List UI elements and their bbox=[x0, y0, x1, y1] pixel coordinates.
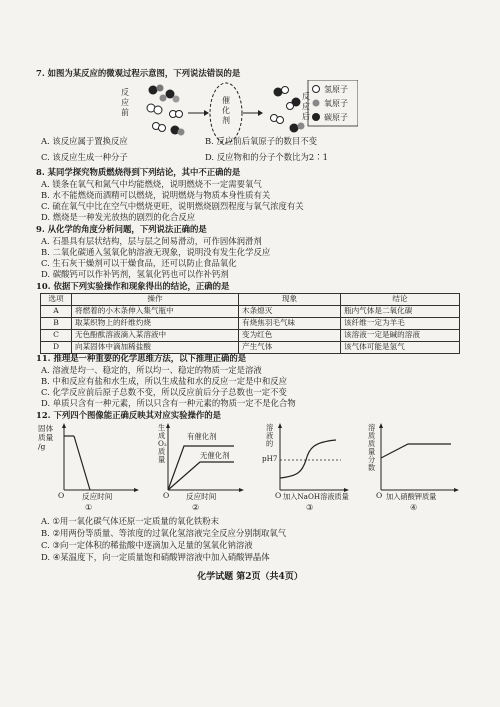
q9-stem: 9. 从化学的角度分析问题，下列说法正确的是 bbox=[36, 224, 207, 234]
graph4-ylabel bbox=[368, 424, 375, 472]
q9-option-d: D. 碳酸钙可以作补钙剂，氢氧化钙也可以作补钙剂 bbox=[41, 269, 229, 279]
cell: 该溶液一定是碱的溶液 bbox=[341, 330, 460, 342]
graph4-ylabel-line: 质 bbox=[368, 439, 376, 448]
q11-option-d: D. 单质只含有一种元素，所以只含有一种元素的物质一定不是化合物 bbox=[41, 398, 296, 408]
graph2-ylabel-line: 质 bbox=[158, 447, 166, 456]
graph1-ylabel-line: 质量 bbox=[38, 433, 54, 442]
graph3-curve bbox=[280, 440, 336, 478]
graph2-ylabel-line: 量 bbox=[158, 455, 166, 464]
graph1-number: ① bbox=[85, 503, 93, 512]
graph2-xlabel: 反应时间 bbox=[186, 492, 217, 501]
graph3-ylabel-line: 的 bbox=[266, 439, 274, 448]
header-conclusion: 结论 bbox=[341, 294, 460, 306]
header-option: 选项 bbox=[41, 294, 72, 306]
cell: 有烧焦羽毛气味 bbox=[239, 318, 341, 330]
cell: D bbox=[41, 342, 72, 354]
q8-option-c: C. 硫在氧气中比在空气中燃烧更旺，说明燃烧剧烈程度与氧气浓度有关 bbox=[41, 201, 304, 211]
legend-hydrogen: 氢原子 bbox=[324, 85, 348, 94]
graph2-origin: O bbox=[163, 491, 170, 500]
graph-4 bbox=[379, 423, 459, 492]
cell: C bbox=[41, 330, 72, 342]
q7-stem: 7. 如图为某反应的微观过程示意图，下列说法错误的是 bbox=[36, 68, 241, 78]
oxygen-atom-icon bbox=[313, 100, 320, 107]
product-molecules bbox=[271, 87, 305, 133]
legend-oxygen: 氧原子 bbox=[324, 99, 348, 108]
cell: 该气体可能是氢气 bbox=[341, 342, 460, 354]
cell: 变为红色 bbox=[239, 330, 341, 342]
graph-3 bbox=[278, 423, 349, 492]
page-footer: 化学试题 第2页（共4页） bbox=[197, 572, 303, 582]
q12-option-d: D. ④某温度下，向一定质量饱和硝酸钾溶液中加入硝酸钾晶体 bbox=[41, 552, 270, 562]
header-operation: 操作 bbox=[72, 294, 239, 306]
graph4-ylabel-line: 量 bbox=[368, 447, 376, 456]
graph4-origin: O bbox=[376, 491, 383, 500]
q7-option-c: C. 该反应生成一种分子 bbox=[41, 152, 128, 162]
graph4-curve bbox=[381, 444, 451, 458]
q7-label-before: 反应前 bbox=[121, 88, 129, 117]
cell: 取某织物上的纤维灼烧 bbox=[72, 318, 239, 330]
graph2-ylabel-line: 成 bbox=[158, 431, 166, 440]
table-header-row bbox=[41, 294, 460, 306]
graph4-ylabel-line: 溶 bbox=[368, 423, 376, 432]
q9-option-c: C. 生石灰干燥剂可以干燥食品，还可以防止食品氧化 bbox=[41, 258, 237, 268]
graph3-ylabel bbox=[266, 424, 273, 448]
graph2-ylabel-line: O₂ bbox=[158, 439, 167, 448]
header-phenomenon: 现象 bbox=[239, 294, 341, 306]
cell: 产生气体 bbox=[239, 342, 341, 354]
legend-carbon: 碳原子 bbox=[324, 113, 348, 122]
graph2-curve-no-catalyst bbox=[168, 462, 234, 490]
q8-stem: 8. 某同学探究物质燃烧得到下列结论，其中不正确的是 bbox=[36, 167, 241, 177]
hydrogen-atom-icon bbox=[313, 86, 320, 93]
q11-option-a: A. 溶液是均一、稳定的，所以均一、稳定的物质一定是溶液 bbox=[41, 365, 262, 375]
graph4-ylabel-line: 分 bbox=[368, 455, 376, 464]
graph2-number: ② bbox=[192, 503, 200, 512]
q8-option-d: D. 燃烧是一种发光放热的剧烈的化合反应 bbox=[41, 212, 196, 222]
graph2-label-catalyst: 有催化剂 bbox=[187, 432, 217, 441]
graph1-ylabel bbox=[38, 424, 53, 451]
cell: 无色酚酞溶液滴入某溶液中 bbox=[72, 330, 239, 342]
q12-stem: 12. 下列四个图像能正确反映其对应实验操作的是 bbox=[36, 410, 221, 420]
q10-stem: 10. 依据下列实验操作和现象得出的结论，正确的是 bbox=[36, 281, 230, 291]
cell: 向某固体中滴加稀盐酸 bbox=[72, 342, 239, 354]
q8-option-b: B. 水不能燃烧而酒精可以燃烧，说明燃烧与物质本身性质有关 bbox=[41, 190, 271, 200]
table-row bbox=[41, 318, 460, 330]
reactant-molecules bbox=[147, 85, 185, 136]
carbon-atom-icon bbox=[312, 113, 320, 121]
q7-option-a: A. 该反应属于置换反应 bbox=[41, 136, 128, 146]
graph3-origin: O bbox=[275, 491, 282, 500]
q11-option-b: B. 中和反应有盐和水生成，所以生成盐和水的反应一定是中和反应 bbox=[41, 376, 287, 386]
graph2-ylabel-line: 生 bbox=[158, 423, 166, 432]
q9-option-a: A. 石墨具有层状结构，层与层之间易滑动，可作固体润滑剂 bbox=[41, 236, 262, 246]
q8-option-a: A. 镁条在氧气和氮气中均能燃烧，说明燃烧不一定需要氧气 bbox=[41, 179, 262, 189]
q7-option-d: D. 反应物和的分子个数比为2∶1 bbox=[205, 152, 328, 162]
graph3-ylabel-line: 溶 bbox=[266, 423, 274, 432]
q7-label-catalyst: 催化剂 bbox=[222, 96, 230, 125]
cell: A bbox=[41, 306, 72, 318]
cell: B bbox=[41, 318, 72, 330]
q12-option-c: C. ③向一定体积的稀盐酸中逐滴加入足量的氢氧化钠溶液 bbox=[41, 540, 253, 550]
graph2-label-no-catalyst: 无催化剂 bbox=[200, 451, 230, 460]
q9-option-b: B. 二氧化碳通入氢氧化钠溶液无现象，说明没有发生化学反应 bbox=[41, 247, 271, 257]
q7-legend bbox=[324, 83, 348, 125]
cell: 将燃着的小木条伸入集气瓶中 bbox=[72, 306, 239, 318]
graph3-ylabel-line: 液 bbox=[266, 431, 274, 440]
graph1-xlabel: 反应时间 bbox=[82, 492, 113, 501]
table-row bbox=[41, 330, 460, 342]
graph1-ylabel-line: /g bbox=[38, 442, 46, 451]
q7-label-after: 反应后 bbox=[302, 92, 310, 121]
graph1-curve bbox=[74, 436, 90, 490]
q7-option-b: B. 反应前后氧原子的数目不变 bbox=[205, 136, 317, 146]
graph3-number: ③ bbox=[306, 503, 314, 512]
cell: 该纤维一定为羊毛 bbox=[341, 318, 460, 330]
graph4-ylabel-line: 质 bbox=[368, 431, 376, 440]
graph4-ylabel-line: 数 bbox=[368, 463, 376, 472]
q11-option-c: C. 化学反应前后原子总数不变，所以反应前后分子总数也一定不变 bbox=[41, 387, 287, 397]
graph1-ylabel-line: 固体 bbox=[38, 424, 54, 433]
cell: 木条熄灭 bbox=[239, 306, 341, 318]
graph-1 bbox=[62, 423, 139, 492]
graph1-origin: O bbox=[58, 491, 65, 500]
q10-table bbox=[40, 293, 460, 354]
q12-option-a: A. ①用一氧化碳气体还原一定质量的氧化铁粉末 bbox=[41, 516, 220, 526]
table-row bbox=[41, 306, 460, 318]
q11-stem: 11. 推理是一种重要的化学思维方法，以下推理正确的是 bbox=[36, 353, 247, 363]
table-row bbox=[41, 342, 460, 354]
graph3-xlabel: 加入NaOH溶液质量 bbox=[283, 492, 349, 501]
graph4-number: ④ bbox=[410, 503, 418, 512]
q12-option-b: B. ②用两份等质量、等浓度的过氧化氢溶液完全反应分别制取氧气 bbox=[41, 528, 287, 538]
graph4-xlabel: 加入硝酸钾质量 bbox=[386, 492, 437, 501]
cell: 瓶内气体是二氧化碳 bbox=[341, 306, 460, 318]
graph2-ylabel bbox=[158, 424, 167, 464]
graph3-ph7-label: pH7 bbox=[262, 454, 278, 463]
